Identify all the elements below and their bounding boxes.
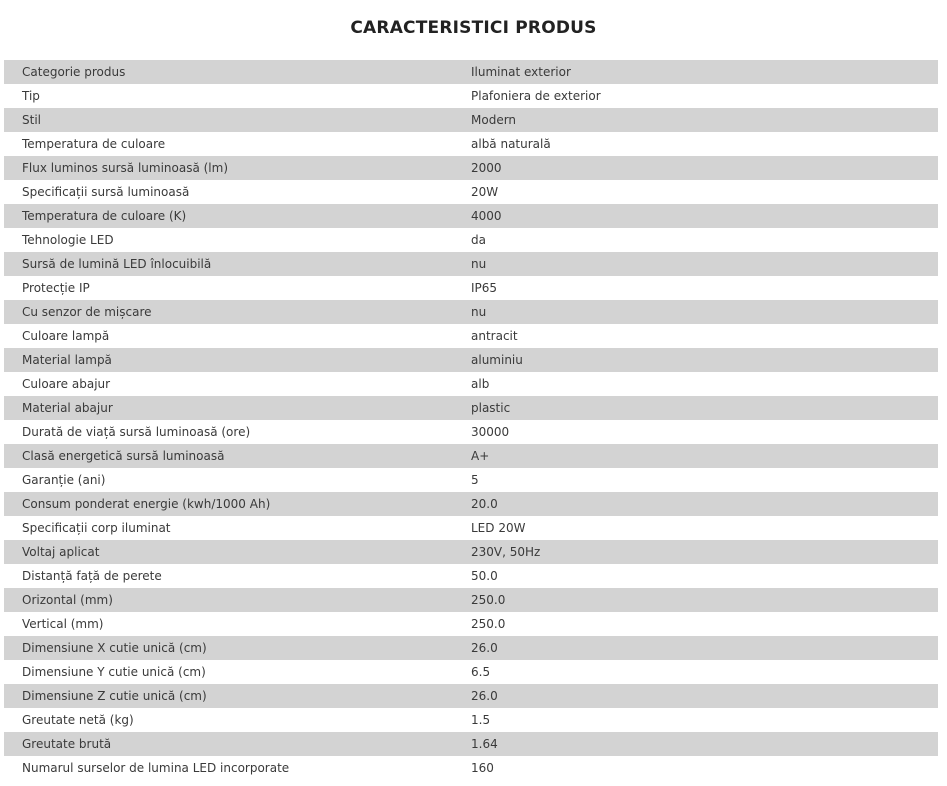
table-row — [4, 204, 938, 228]
table-row — [4, 348, 938, 372]
spec-value: 230V, 50Hz — [452, 540, 938, 564]
table-row — [4, 468, 938, 492]
spec-value: IP65 — [452, 276, 938, 300]
spec-label: Dimensiune X cutie unică (cm) — [4, 636, 452, 660]
spec-label: Garanție (ani) — [4, 468, 452, 492]
table-row — [4, 252, 938, 276]
spec-value: alb — [452, 372, 938, 396]
spec-label: Greutate netă (kg) — [4, 708, 452, 732]
spec-label: Durată de viață sursă luminoasă (ore) — [4, 420, 452, 444]
spec-value: 160 — [452, 756, 938, 780]
spec-value: albă naturală — [452, 132, 938, 156]
spec-value: 6.5 — [452, 660, 938, 684]
table-row — [4, 612, 938, 636]
table-row — [4, 756, 938, 780]
spec-value: A+ — [452, 444, 938, 468]
spec-value: nu — [452, 300, 938, 324]
table-row — [4, 228, 938, 252]
spec-label: Clasă energetică sursă luminoasă — [4, 444, 452, 468]
spec-label: Distanță față de perete — [4, 564, 452, 588]
table-row — [4, 540, 938, 564]
table-row — [4, 372, 938, 396]
spec-label: Material lampă — [4, 348, 452, 372]
spec-value: Modern — [452, 108, 938, 132]
table-row — [4, 156, 938, 180]
spec-value: 1.64 — [452, 732, 938, 756]
spec-label: Protecție IP — [4, 276, 452, 300]
spec-value: 250.0 — [452, 612, 938, 636]
table-row — [4, 300, 938, 324]
spec-label: Cu senzor de mișcare — [4, 300, 452, 324]
spec-label: Culoare lampă — [4, 324, 452, 348]
table-row — [4, 732, 938, 756]
spec-label: Tehnologie LED — [4, 228, 452, 252]
table-row — [4, 660, 938, 684]
table-row — [4, 564, 938, 588]
spec-value: plastic — [452, 396, 938, 420]
page-title: CARACTERISTICI PRODUS — [350, 18, 597, 39]
spec-value: 26.0 — [452, 684, 938, 708]
spec-value: 4000 — [452, 204, 938, 228]
specifications-table — [4, 60, 938, 780]
table-row — [4, 684, 938, 708]
spec-value: 50.0 — [452, 564, 938, 588]
spec-label: Consum ponderat energie (kwh/1000 Ah) — [4, 492, 452, 516]
spec-value: aluminiu — [452, 348, 938, 372]
specifications-table-body — [4, 60, 938, 780]
spec-label: Tip — [4, 84, 452, 108]
spec-value: 20.0 — [452, 492, 938, 516]
spec-label: Temperatura de culoare — [4, 132, 452, 156]
spec-label: Specificații corp iluminat — [4, 516, 452, 540]
spec-value: antracit — [452, 324, 938, 348]
spec-value: nu — [452, 252, 938, 276]
spec-value: 26.0 — [452, 636, 938, 660]
spec-label: Numarul surselor de lumina LED incorporate — [4, 756, 452, 780]
table-row — [4, 60, 938, 84]
spec-value: LED 20W — [452, 516, 938, 540]
spec-value: 20W — [452, 180, 938, 204]
spec-label: Stil — [4, 108, 452, 132]
spec-value: 5 — [452, 468, 938, 492]
spec-value: da — [452, 228, 938, 252]
table-row — [4, 84, 938, 108]
spec-label: Culoare abajur — [4, 372, 452, 396]
spec-label: Greutate brută — [4, 732, 452, 756]
spec-value: 1.5 — [452, 708, 938, 732]
table-row — [4, 636, 938, 660]
spec-label: Flux luminos sursă luminoasă (lm) — [4, 156, 452, 180]
table-row — [4, 516, 938, 540]
table-row — [4, 108, 938, 132]
spec-label: Vertical (mm) — [4, 612, 452, 636]
table-row — [4, 180, 938, 204]
table-row — [4, 492, 938, 516]
table-row — [4, 396, 938, 420]
table-row — [4, 420, 938, 444]
table-row — [4, 324, 938, 348]
table-row — [4, 708, 938, 732]
table-row — [4, 444, 938, 468]
spec-label: Sursă de lumină LED înlocuibilă — [4, 252, 452, 276]
spec-value: 30000 — [452, 420, 938, 444]
table-row — [4, 588, 938, 612]
spec-label: Categorie produs — [4, 60, 452, 84]
spec-label: Material abajur — [4, 396, 452, 420]
table-row — [4, 132, 938, 156]
spec-value: 2000 — [452, 156, 938, 180]
spec-label: Dimensiune Z cutie unică (cm) — [4, 684, 452, 708]
spec-label: Temperatura de culoare (K) — [4, 204, 452, 228]
table-row — [4, 276, 938, 300]
spec-label: Voltaj aplicat — [4, 540, 452, 564]
spec-value: Plafoniera de exterior — [452, 84, 938, 108]
spec-value: 250.0 — [452, 588, 938, 612]
spec-value: Iluminat exterior — [452, 60, 938, 84]
spec-label: Specificații sursă luminoasă — [4, 180, 452, 204]
spec-label: Orizontal (mm) — [4, 588, 452, 612]
spec-label: Dimensiune Y cutie unică (cm) — [4, 660, 452, 684]
